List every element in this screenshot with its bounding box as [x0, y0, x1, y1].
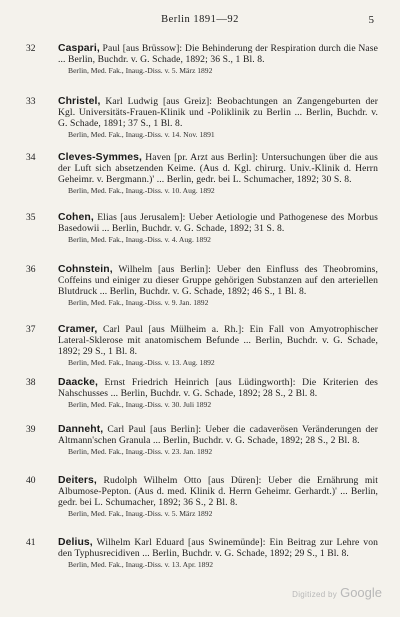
entry-38: [26, 378, 378, 409]
author-surname: Deiters,: [58, 475, 97, 486]
entry-number: 34: [26, 153, 36, 163]
entry-number: 37: [26, 325, 36, 335]
dissertation-info: Berlin, Med. Fak., Inaug.-Diss. v. 5. März 1892: [68, 65, 213, 75]
entry-text: [58, 538, 378, 560]
entry-number: 40: [26, 476, 36, 486]
author-surname: Caspari,: [58, 43, 100, 54]
entry-title: Carl Paul [aus Mülheim a. Rh.]: Ein Fall von Amyotrophischer Lateral-Sklerose mit anatomischem Befunde ... Berlin, Buchdr. v. G. Schade, 1892; 29 S., 1 Bl. 8.: [58, 324, 378, 357]
dissertation-info: Berlin, Med. Fak., Inaug.-Diss. v. 13. Aug. 1892: [68, 357, 215, 367]
entry-37: [26, 325, 378, 367]
entry-number: 32: [26, 44, 36, 54]
entry-text: [58, 265, 378, 298]
entry-title: Haven [pr. Arzt aus Berlin]: Untersuchungen über die aus der Luft sich absetzenden Keime. (Aus d. Kgl. chirurg. Univ.-Klinik d. Herrn Geheimr. v. Bergmann.)' ... Berlin, gedr. bei L. Schumacher, 1892; 30 S. 8.: [58, 152, 378, 185]
dissertation-info: Berlin, Med. Fak., Inaug.-Diss. v. 23. Jan. 1892: [68, 446, 213, 456]
author-surname: Delius,: [58, 537, 93, 548]
dissertation-info: Berlin, Med. Fak., Inaug.-Diss. v. 9. Jan. 1892: [68, 297, 209, 307]
page-number: 5: [368, 14, 374, 26]
entry-title: Karl Ludwig [aus Greiz]: Beobachtungen an Zangengeburten der Kgl. Universitäts-Frauen-Klinik und -Poliklinik zu Berlin ... Berlin, Buchdr. v. G. Schade, 1891; 37 S., 1 Bl. 8.: [58, 96, 378, 129]
dissertation-info: Berlin, Med. Fak., Inaug.-Diss. v. 30. Juli 1892: [68, 399, 212, 409]
entry-number: 36: [26, 265, 36, 275]
entry-title: Rudolph Wilhelm Otto [aus Düren]: Ueber die Ernährung mit Albumose-Pepton. (Aus d. med. Klinik d. Herrn Geheimr. Gerhardt.)' ... Berlin, gedr. bei L. Schumacher, 1892; 36 S., 2 Bl. 8.: [58, 475, 378, 508]
entry-text: [58, 425, 378, 447]
dissertation-info: Berlin, Med. Fak., Inaug.-Diss. v. 13. Apr. 1892: [68, 559, 214, 569]
entry-34: [26, 153, 378, 195]
author-surname: Cohnstein,: [58, 264, 113, 275]
digitized-by-google-watermark: [292, 585, 382, 600]
author-surname: Christel,: [58, 96, 101, 107]
entry-text: [58, 97, 378, 130]
dissertation-info: Berlin, Med. Fak., Inaug.-Diss. v. 5. März 1892: [68, 508, 213, 518]
entry-39: [26, 425, 378, 456]
author-surname: Cohen,: [58, 212, 94, 223]
entry-number: 39: [26, 425, 36, 435]
entry-text: [58, 325, 378, 358]
entry-33: [26, 97, 378, 139]
author-surname: Cleves-Symmes,: [58, 152, 142, 163]
entry-40: [26, 476, 378, 518]
author-surname: Cramer,: [58, 324, 98, 335]
entry-32: [26, 44, 378, 75]
entry-number: 33: [26, 97, 36, 107]
author-surname: Danneht,: [58, 424, 104, 435]
entry-title: Ernst Friedrich Heinrich [aus Lüdingworth]: Die Kriterien des Nahschusses ... Berlin, Buchdr. v. G. Schade, 1892; 28 S., 2 Bl. 8.: [58, 377, 378, 399]
entry-number: 41: [26, 538, 36, 548]
entry-title: Elias [aus Jerusalem]: Ueber Aetiologie und Pathogenese des Morbus Basedowii ... Berlin, Buchdr. v. G. Schade, 1892; 31 S. 8.: [58, 212, 378, 234]
watermark-brand: Google: [340, 585, 382, 600]
running-header: Berlin 1891—92: [161, 14, 239, 25]
entry-title: Wilhelm [aus Berlin]: Ueber den Einfluss des Theobromins, Coffeins und einiger zu dieser Gruppe gehörigen Substanzen auf den arteriellen Blutdruck ... Berlin, Buchdr. v. G. Schade, 1892; 46 S., 1 Bl. 8.: [58, 264, 378, 297]
watermark-prefix: Digitized by: [292, 590, 338, 599]
entry-title: Wilhelm Karl Eduard [aus Swinemünde]: Ein Beitrag zur Lehre von den Typhusrecidiven ... Berlin, Buchdr. v. G. Schade, 1892; 29 S., 1 Bl. 8.: [58, 537, 378, 559]
entry-title: Carl Paul [aus Berlin]: Ueber die cadaverösen Veränderungen der Altmann'schen Granula ... Berlin, Buchdr. v. G. Schade, 1892; 28 S., 2 Bl. 8.: [58, 424, 378, 446]
entry-41: [26, 538, 378, 569]
entry-35: [26, 213, 378, 244]
entry-text: [58, 213, 378, 235]
entry-text: [58, 44, 378, 66]
dissertation-info: Berlin, Med. Fak., Inaug.-Diss. v. 4. Aug. 1892: [68, 234, 211, 244]
entry-number: 35: [26, 213, 36, 223]
entry-text: [58, 153, 378, 186]
entry-number: 38: [26, 378, 36, 388]
author-surname: Daacke,: [58, 377, 98, 388]
entry-text: [58, 476, 378, 509]
entry-text: [58, 378, 378, 400]
dissertation-info: Berlin, Med. Fak., Inaug.-Diss. v. 14. Nov. 1891: [68, 129, 215, 139]
entry-title: Paul [aus Brüssow]: Die Behinderung der Respiration durch die Nase ... Berlin, Buchdr. v. G. Schade, 1892; 36 S., 1 Bl. 8.: [58, 43, 378, 65]
dissertation-info: Berlin, Med. Fak., Inaug.-Diss. v. 10. Aug. 1892: [68, 185, 215, 195]
entry-36: [26, 265, 378, 307]
